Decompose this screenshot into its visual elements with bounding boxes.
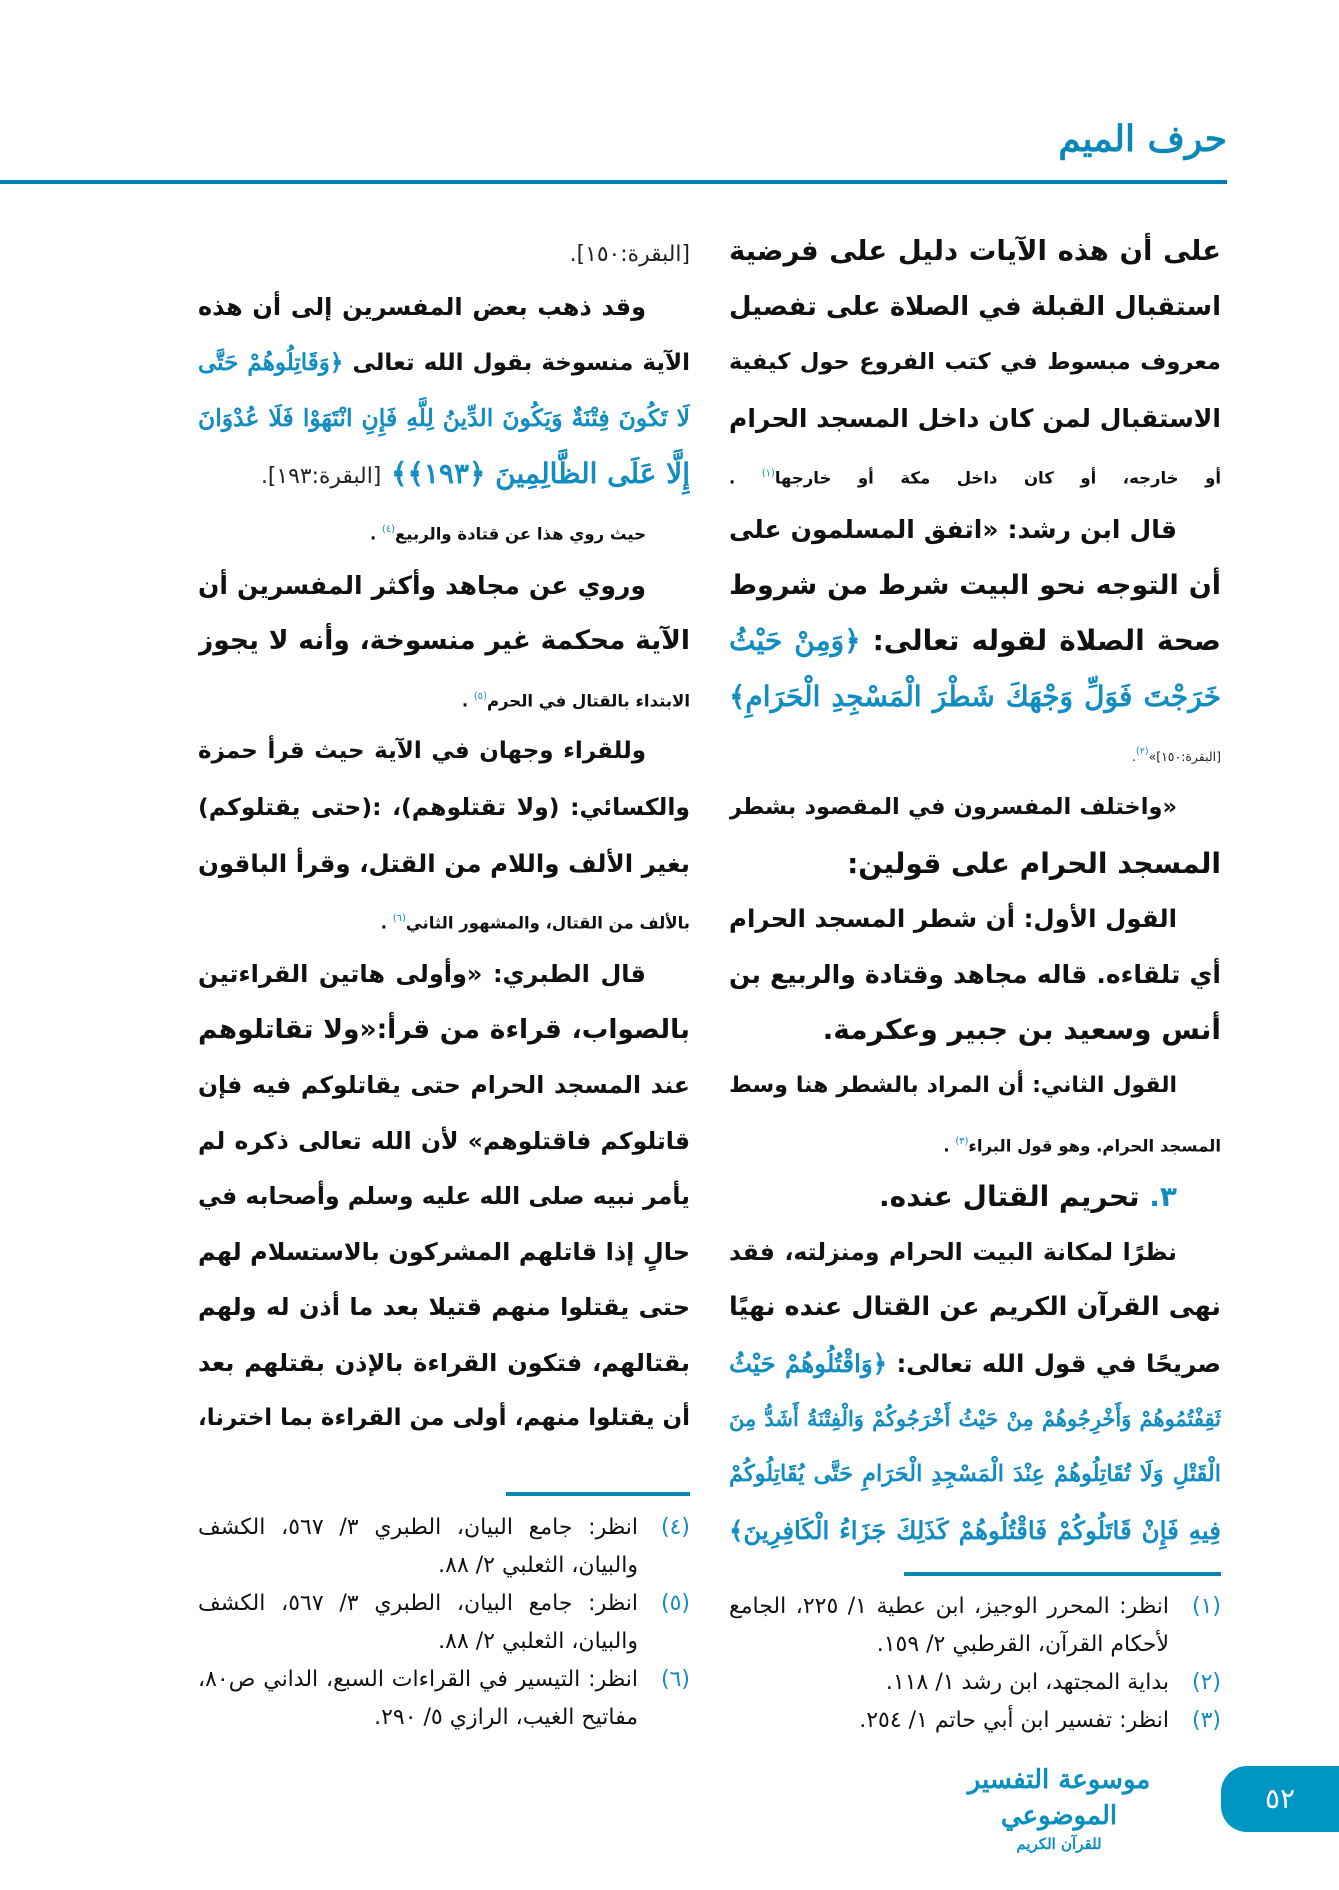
body-text: بالصواب، قراءة من قرأ:«ولا تقاتلوهم xyxy=(198,1014,690,1046)
body-text: نظرًا لمكانة البيت الحرام ومنزلته، فقد xyxy=(729,1237,1177,1266)
body-text: القول الثاني: أن المراد بالشطر هنا وسط xyxy=(729,1072,1177,1098)
text-line xyxy=(729,947,1221,1003)
body-text: صريحًا في قول الله تعالى: xyxy=(887,1348,1221,1378)
quran-verse: لَا تَكُونَ فِتْنَةٌ وَيَكُونَ الدِّينُ لِلَّهِ فَإِنِ انْتَهَوْا فَلَا عُدْوَانَ xyxy=(198,403,690,432)
text-line xyxy=(198,446,690,502)
body-text: الاستقبال لمن كان داخل المسجد الحرام xyxy=(729,403,1221,433)
body-text: . xyxy=(461,691,474,711)
page-number: ٥٢ xyxy=(1221,1766,1339,1832)
text-line xyxy=(198,669,690,725)
text-line xyxy=(198,780,690,836)
body-text: أي تلقاءه. قاله مجاهد وقتادة والربيع بن xyxy=(729,959,1221,989)
footnote-text: انظر: المحرر الوجيز، ابن عطية ١/ ٢٢٥، الجامع لأحكام القرآن، القرطبي ٢/ ١٥٩. xyxy=(729,1594,1170,1657)
text-line xyxy=(198,1169,690,1225)
text-line xyxy=(198,558,690,614)
body-text: حيث روي هذا عن قتادة والربيع xyxy=(395,524,646,544)
text-line xyxy=(198,1058,690,1114)
body-text: قال ابن رشد: «اتفق المسلمون على xyxy=(729,514,1177,544)
quran-verse: ثَقِفْتُمُوهُمْ وَأَخْرِجُوهُمْ مِنْ حَيْثُ أَخْرَجُوكُمْ وَالْفِتْنَةُ أَشَدُّ مِنَ xyxy=(729,1406,1221,1432)
body-text: . xyxy=(369,524,382,544)
footnote xyxy=(198,1661,690,1737)
footnote-number: (٢) xyxy=(1191,1670,1221,1695)
body-text: القول الأول: أن شطر المسجد الحرام xyxy=(729,904,1177,934)
body-text: حتى يقتلوا منهم قتيلا بعد ما أذن له ولهم xyxy=(198,1293,690,1322)
text-line xyxy=(198,891,690,947)
body-text: يأمر نبيه صلى الله عليه وسلم وأصحابه في xyxy=(198,1182,690,1211)
text-line xyxy=(729,1391,1221,1447)
text-line xyxy=(729,1503,1221,1559)
body-text: معروف مبسوط في كتب الفروع حول كيفية xyxy=(729,349,1221,376)
quran-verse: خَرَجْتَ فَوَلِّ وَجْهَكَ شَطْرَ الْمَسْجِدِ الْحَرَامِ﴾ xyxy=(729,679,1221,713)
footnote-number: (١) xyxy=(1191,1594,1221,1619)
text-line xyxy=(729,836,1221,892)
body-text: أنس وسعيد بن جبير وعكرمة. xyxy=(822,1013,1221,1047)
text-line xyxy=(729,613,1221,669)
footnote-marker[interactable]: (٣) xyxy=(955,1135,969,1147)
text-line xyxy=(729,780,1221,836)
text-line xyxy=(729,1169,1221,1225)
verse-reference: [البقرة:١٥٠]. xyxy=(569,242,690,267)
body-text: بغير الألف واللام من القتل، وقرأ الباقون xyxy=(198,848,690,878)
footnote-text: بداية المجتهد، ابن رشد ١/ ١١٨. xyxy=(885,1670,1169,1695)
footnote-marker[interactable]: (٦) xyxy=(392,913,406,925)
footnote xyxy=(729,1664,1221,1702)
footnote-text: انظر: تفسير ابن أبي حاتم ١/ ٢٥٤. xyxy=(859,1708,1169,1733)
verse-reference: . xyxy=(1131,749,1136,765)
text-line xyxy=(198,947,690,1003)
quran-verse: الْقَتْلِ وَلَا تُقَاتِلُوهُمْ عِنْدَ الْمَسْجِدِ الْحَرَامِ حَتَّى يُقَاتِلُوكُمْ xyxy=(729,1461,1221,1488)
body-text: . xyxy=(729,468,762,488)
logo-title: موسوعة التفسير الموضوعي xyxy=(967,1765,1151,1831)
text-line xyxy=(198,280,690,336)
text-line xyxy=(729,1002,1221,1058)
body-text: بالألف من القتال، والمشهور الثاني xyxy=(405,913,690,933)
text-line xyxy=(198,1280,690,1336)
footnote-divider-left xyxy=(506,1492,690,1496)
right-column xyxy=(729,224,1221,1558)
footnote-text: انظر: التيسير في القراءات السبع، الداني ص٨٠، مفاتيح الغيب، الرازي ٥/ ٢٩٠. xyxy=(198,1667,638,1730)
footnote-number: (٤) xyxy=(660,1515,690,1540)
footnote-marker[interactable]: (٤) xyxy=(382,523,396,535)
body-text: على أن هذه الآيات دليل على فرضية xyxy=(729,235,1221,267)
body-text: نهى القرآن الكريم عن القتال عنده نهيًا xyxy=(729,1292,1221,1323)
text-line xyxy=(729,1336,1221,1392)
body-text: أن التوجه نحو البيت شرط من شروط xyxy=(729,569,1221,601)
text-line xyxy=(729,391,1221,447)
left-column xyxy=(198,224,690,1447)
body-text: صحة الصلاة لقوله تعالى: xyxy=(860,624,1221,658)
encyclopedia-logo xyxy=(934,1762,1184,1854)
text-line xyxy=(729,1058,1221,1114)
text-line xyxy=(729,1447,1221,1503)
body-text: وقد ذهب بعض المفسرين إلى أن هذه xyxy=(198,292,646,321)
footnote-number: (٣) xyxy=(1191,1708,1221,1733)
footnote-number: (٥) xyxy=(660,1591,690,1616)
body-text: استقبال القبلة في الصلاة على تفصيل xyxy=(729,291,1221,322)
text-line xyxy=(729,724,1221,780)
text-line xyxy=(198,1225,690,1281)
quran-verse: إِلَّا عَلَى الظَّالِمِينَ ﴿١٩٣﴾﴾ xyxy=(381,457,690,491)
text-line xyxy=(729,224,1221,280)
verse-reference: [البقرة:١٩٣]. xyxy=(260,464,382,490)
text-line xyxy=(198,1391,690,1447)
body-text: . xyxy=(943,1135,956,1155)
text-line xyxy=(198,335,690,391)
body-text: الآية منسوخة بقول الله تعالى xyxy=(343,350,690,377)
body-text: بقتالهم، فتكون القراءة بالإذن بقتلهم بعد xyxy=(198,1348,690,1377)
footnote xyxy=(729,1702,1221,1740)
section-number: ٣. xyxy=(1139,1180,1177,1214)
text-line xyxy=(729,1280,1221,1336)
footnote-text: انظر: جامع البيان، الطبري ٣/ ٥٦٧، الكشف والبيان، الثعلبي ٢/ ٨٨. xyxy=(198,1515,639,1578)
footnote-text: انظر: جامع البيان، الطبري ٣/ ٥٦٧، الكشف والبيان، الثعلبي ٢/ ٨٨. xyxy=(198,1591,639,1654)
text-line xyxy=(729,1225,1221,1281)
text-line xyxy=(198,613,690,669)
logo-subtitle: للقرآن الكريم xyxy=(1016,1835,1102,1853)
text-line xyxy=(198,1114,690,1170)
text-line xyxy=(198,391,690,447)
quran-verse: ﴿وَقَاتِلُوهُمْ حَتَّى xyxy=(198,349,344,377)
body-text: . xyxy=(380,913,393,933)
body-text: قاتلوكم فاقتلوهم» لأن الله تعالى ذكره لم xyxy=(198,1126,690,1155)
body-text: أو خارجه، أو كان داخل مكة أو خارجها xyxy=(774,468,1221,488)
footnote-marker[interactable]: (٢) xyxy=(1135,746,1149,758)
text-line xyxy=(198,836,690,892)
text-line xyxy=(729,669,1221,725)
text-line xyxy=(729,891,1221,947)
text-line xyxy=(729,1114,1221,1170)
body-text: عند المسجد الحرام حتى يقاتلوكم فيه فإن xyxy=(198,1070,690,1099)
text-line xyxy=(198,724,690,780)
text-line xyxy=(198,224,690,280)
body-text: وروي عن مجاهد وأكثر المفسرين أن xyxy=(198,570,646,600)
body-text: والكسائي: (ولا تقتلوهم)، :(حتى يقتلوكم) xyxy=(198,792,690,821)
text-line xyxy=(729,446,1221,502)
footnote-marker[interactable]: (٥) xyxy=(473,690,487,702)
body-text: قال الطبري: «وأولى هاتين القراءتين xyxy=(198,959,646,988)
text-line xyxy=(729,502,1221,558)
body-text: الآية محكمة غير منسوخة، وأنه لا يجوز xyxy=(198,625,690,657)
body-text: المسجد الحرام. وهو قول البراء xyxy=(968,1135,1221,1155)
footnote xyxy=(729,1588,1221,1664)
quran-verse: فِيهِ فَإِنْ قَاتَلُوكُمْ فَاقْتُلُوهُمْ كَذَلِكَ جَزَاءُ الْكَافِرِينَ﴾ xyxy=(729,1515,1221,1545)
footnote xyxy=(198,1585,690,1661)
body-text: «واختلف المفسرون في المقصود بشطر xyxy=(729,793,1177,820)
text-line xyxy=(198,1002,690,1058)
quran-verse: ﴿وَاقْتُلُوهُمْ حَيْثُ xyxy=(729,1348,888,1378)
text-line xyxy=(198,1336,690,1392)
footnote-number: (٦) xyxy=(660,1667,690,1692)
text-line xyxy=(198,502,690,558)
footnotes-left xyxy=(198,1509,690,1737)
body-text: حالٍ إذا قاتلهم المشركون بالاستسلام لهم xyxy=(198,1237,690,1266)
text-line xyxy=(729,280,1221,336)
footnote-divider-right xyxy=(904,1572,1221,1576)
verse-reference: [البقرة:١٥٠]» xyxy=(1148,749,1221,765)
chapter-title: حرف الميم xyxy=(1058,118,1227,160)
footnotes-right xyxy=(729,1588,1221,1740)
body-text: أن يقتلوا منهم، أولى من القراءة بما اخترنا، xyxy=(198,1405,690,1432)
body-text: الابتداء بالقتال في الحرم xyxy=(486,691,690,711)
body-text: وللقراء وجهان في الآية حيث قرأ حمزة xyxy=(198,738,646,765)
body-text: تحريم القتال عنده. xyxy=(879,1180,1140,1214)
footnote xyxy=(198,1509,690,1585)
body-text: المسجد الحرام على قولين: xyxy=(847,846,1221,880)
quran-verse: ﴿وَمِنْ حَيْثُ xyxy=(729,624,861,658)
footnote-marker[interactable]: (١) xyxy=(761,468,775,480)
header-divider xyxy=(0,180,1227,184)
text-line xyxy=(729,558,1221,614)
text-line xyxy=(729,335,1221,391)
